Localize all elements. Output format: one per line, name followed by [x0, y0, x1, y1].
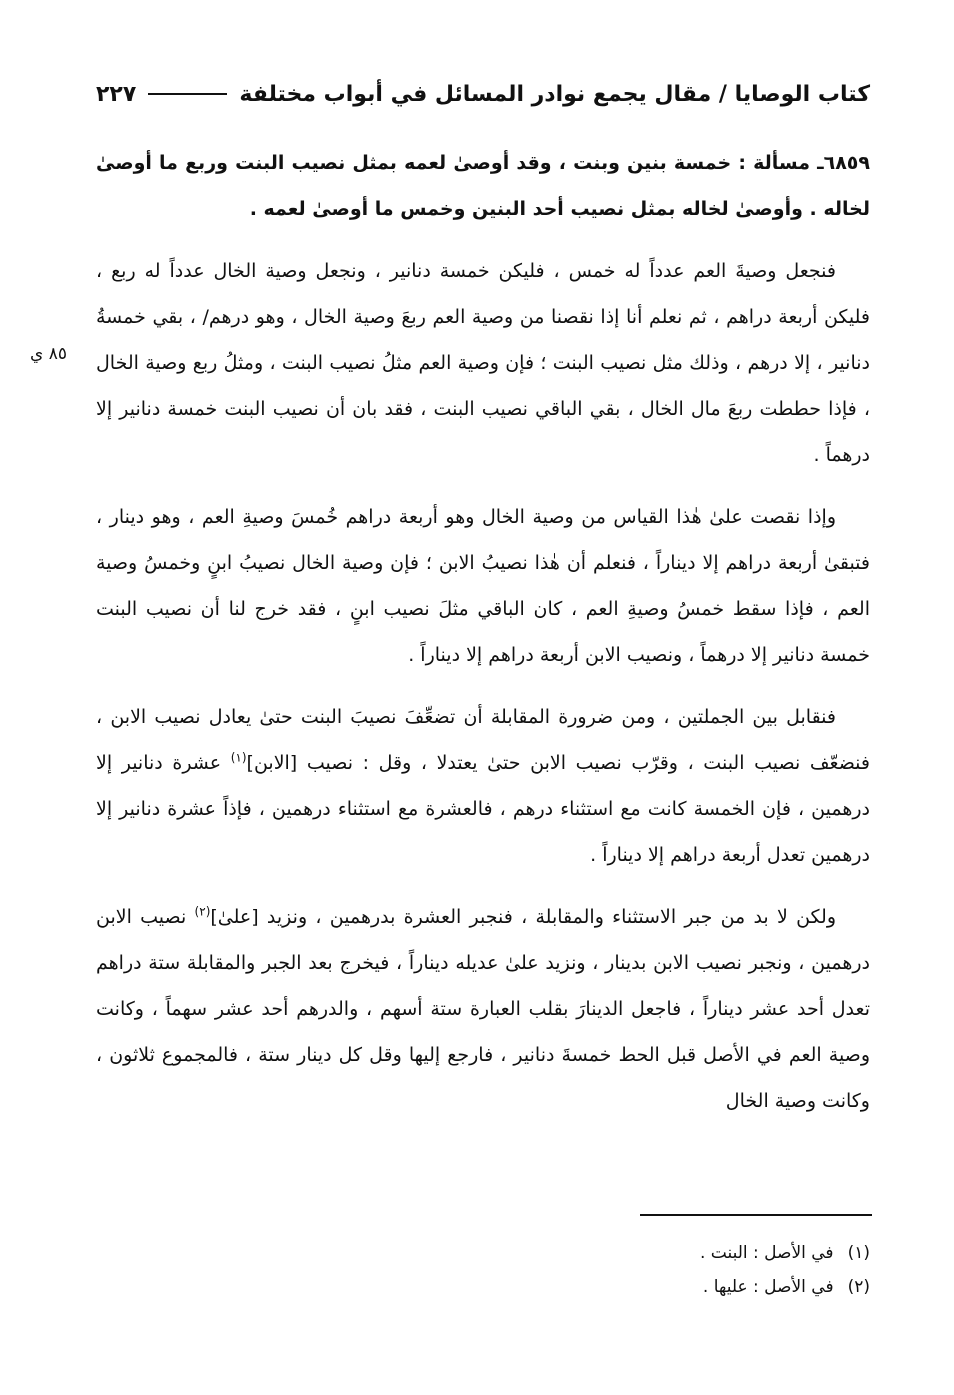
footnote-2	[96, 1270, 870, 1304]
footnote-text: في الأصل : البنت .	[699, 1243, 834, 1263]
footnote-number: (٢)	[847, 1277, 870, 1297]
page-number: ٢٢٧	[96, 81, 137, 107]
running-header	[96, 74, 870, 114]
paragraph-4-part-1: ولكن لا بد من جبر الاستثناء والمقابلة ، فنجبر العشرة بدرهمين ، ونزيد [علىٰ]	[210, 906, 836, 928]
paragraph-3-part-2: عشرة دنانير إلا درهمين ، فإن الخمسة كانت مع استثناء درهم ، فالعشرة مع استثناء درهمين ، فإذاً عشرة دنانير إلا درهمين تعدل أربعة دراهم إلا ديناراً .	[96, 752, 870, 866]
footnote-rule	[640, 1214, 872, 1216]
masala-heading	[96, 140, 870, 232]
masala-text: مسألة : خمسة بنين وبنت ، وقد أوصىٰ لعمه بمثل نصيب البنت وربع ما أوصىٰ لخاله . وأوصىٰ لخاله بمثل نصيب أحد البنين وخمس ما أوصىٰ لعمه .	[96, 152, 870, 220]
header-title: كتاب الوصايا / مقال يجمع نوادر المسائل في أبواب مختلفة	[239, 81, 870, 107]
paragraph-2: وإذا نقصت علىٰ هٰذا القياس من وصية الخال وهو أربعة دراهم خُمسَ وصيةِ العم ، وهو دينار ، فتبقىٰ أربعة دراهم إلا ديناراً ، فنعلم أن هٰذا نصيبُ الابن ؛ فإن وصية الخال نصيبُ ابنٍ وخمسُ وصية العم ، فإذا سقط خمسُ وصيةِ العم ، كان الباقي مثلَ نصيب ابنٍ ، فقد خرج لنا أن نصيب البنت خمسة دنانير إلا درهماً ، ونصيب الابن أربعة دراهم إلا ديناراً .	[96, 506, 870, 666]
footnote-text: في الأصل : عليها .	[702, 1277, 834, 1297]
main-text	[96, 140, 870, 1140]
paragraph-4-part-2: نصيب الابن درهمين ، ونجبر نصيب الابن بدينار ، ونزيد علىٰ عديله ديناراً ، فيخرج بعد الجبر والمقابلة ستة دراهم تعدل أحد عشر ديناراً ، فاجعل الدينارَ بقلب العبارة ستة أسهم ، والدرهم أحد عشر سهماً ، وكانت وصية العم في الأصل قبل الحط خمسةَ دنانير ، فارجع إليها وقل كل دينار ستة ، فالمجموع ثلاثون ، وكانت وصية الخال	[96, 906, 870, 1112]
paragraph-4	[96, 894, 870, 1124]
paragraph-3-part-1: فنقابل بين الجملتين ، ومن ضرورة المقابلة أن تضعِّفَ نصيبَ البنت حتىٰ يعادل نصيب الابن ، فنضعّف نصيب البنت ، وقرّب نصيب الابن حتىٰ يعتدلا ، وقل : نصيب [الابن]	[96, 706, 870, 774]
footnote-ref-2: (٢)	[194, 904, 211, 919]
footnote-ref-1: (١)	[230, 750, 247, 765]
footnote-number: (١)	[847, 1243, 870, 1263]
footnote-1	[96, 1236, 870, 1270]
header-rule	[148, 93, 227, 95]
masala-number: ٦٨٥٩ـ	[817, 152, 870, 174]
margin-note: ٨٥ ي	[30, 344, 67, 364]
footnotes	[96, 1236, 870, 1304]
paragraph-3	[96, 694, 870, 878]
paragraph-1: فنجعل وصيةَ العم عدداً له خمس ، فليكن خمسة دنانير ، ونجعل وصية الخال عدداً له ربع ، فليكن أربعة دراهم ، ثم نعلم أنا إذا نقصنا من وصية العم ربعَ وصية الخال ، وهو درهم/ ، بقي خمسةُ دنانير ، إلا درهم ، وذلك مثل نصيب البنت ؛ فإن وصية العم مثلُ نصيب البنت ، ومثلُ ربع وصية الخال ، فإذا حططت ربعَ مال الخال ، بقي الباقي نصيب البنت ، فقد بان أن نصيب البنت خمسة دنانير إلا درهماً .	[96, 260, 870, 466]
